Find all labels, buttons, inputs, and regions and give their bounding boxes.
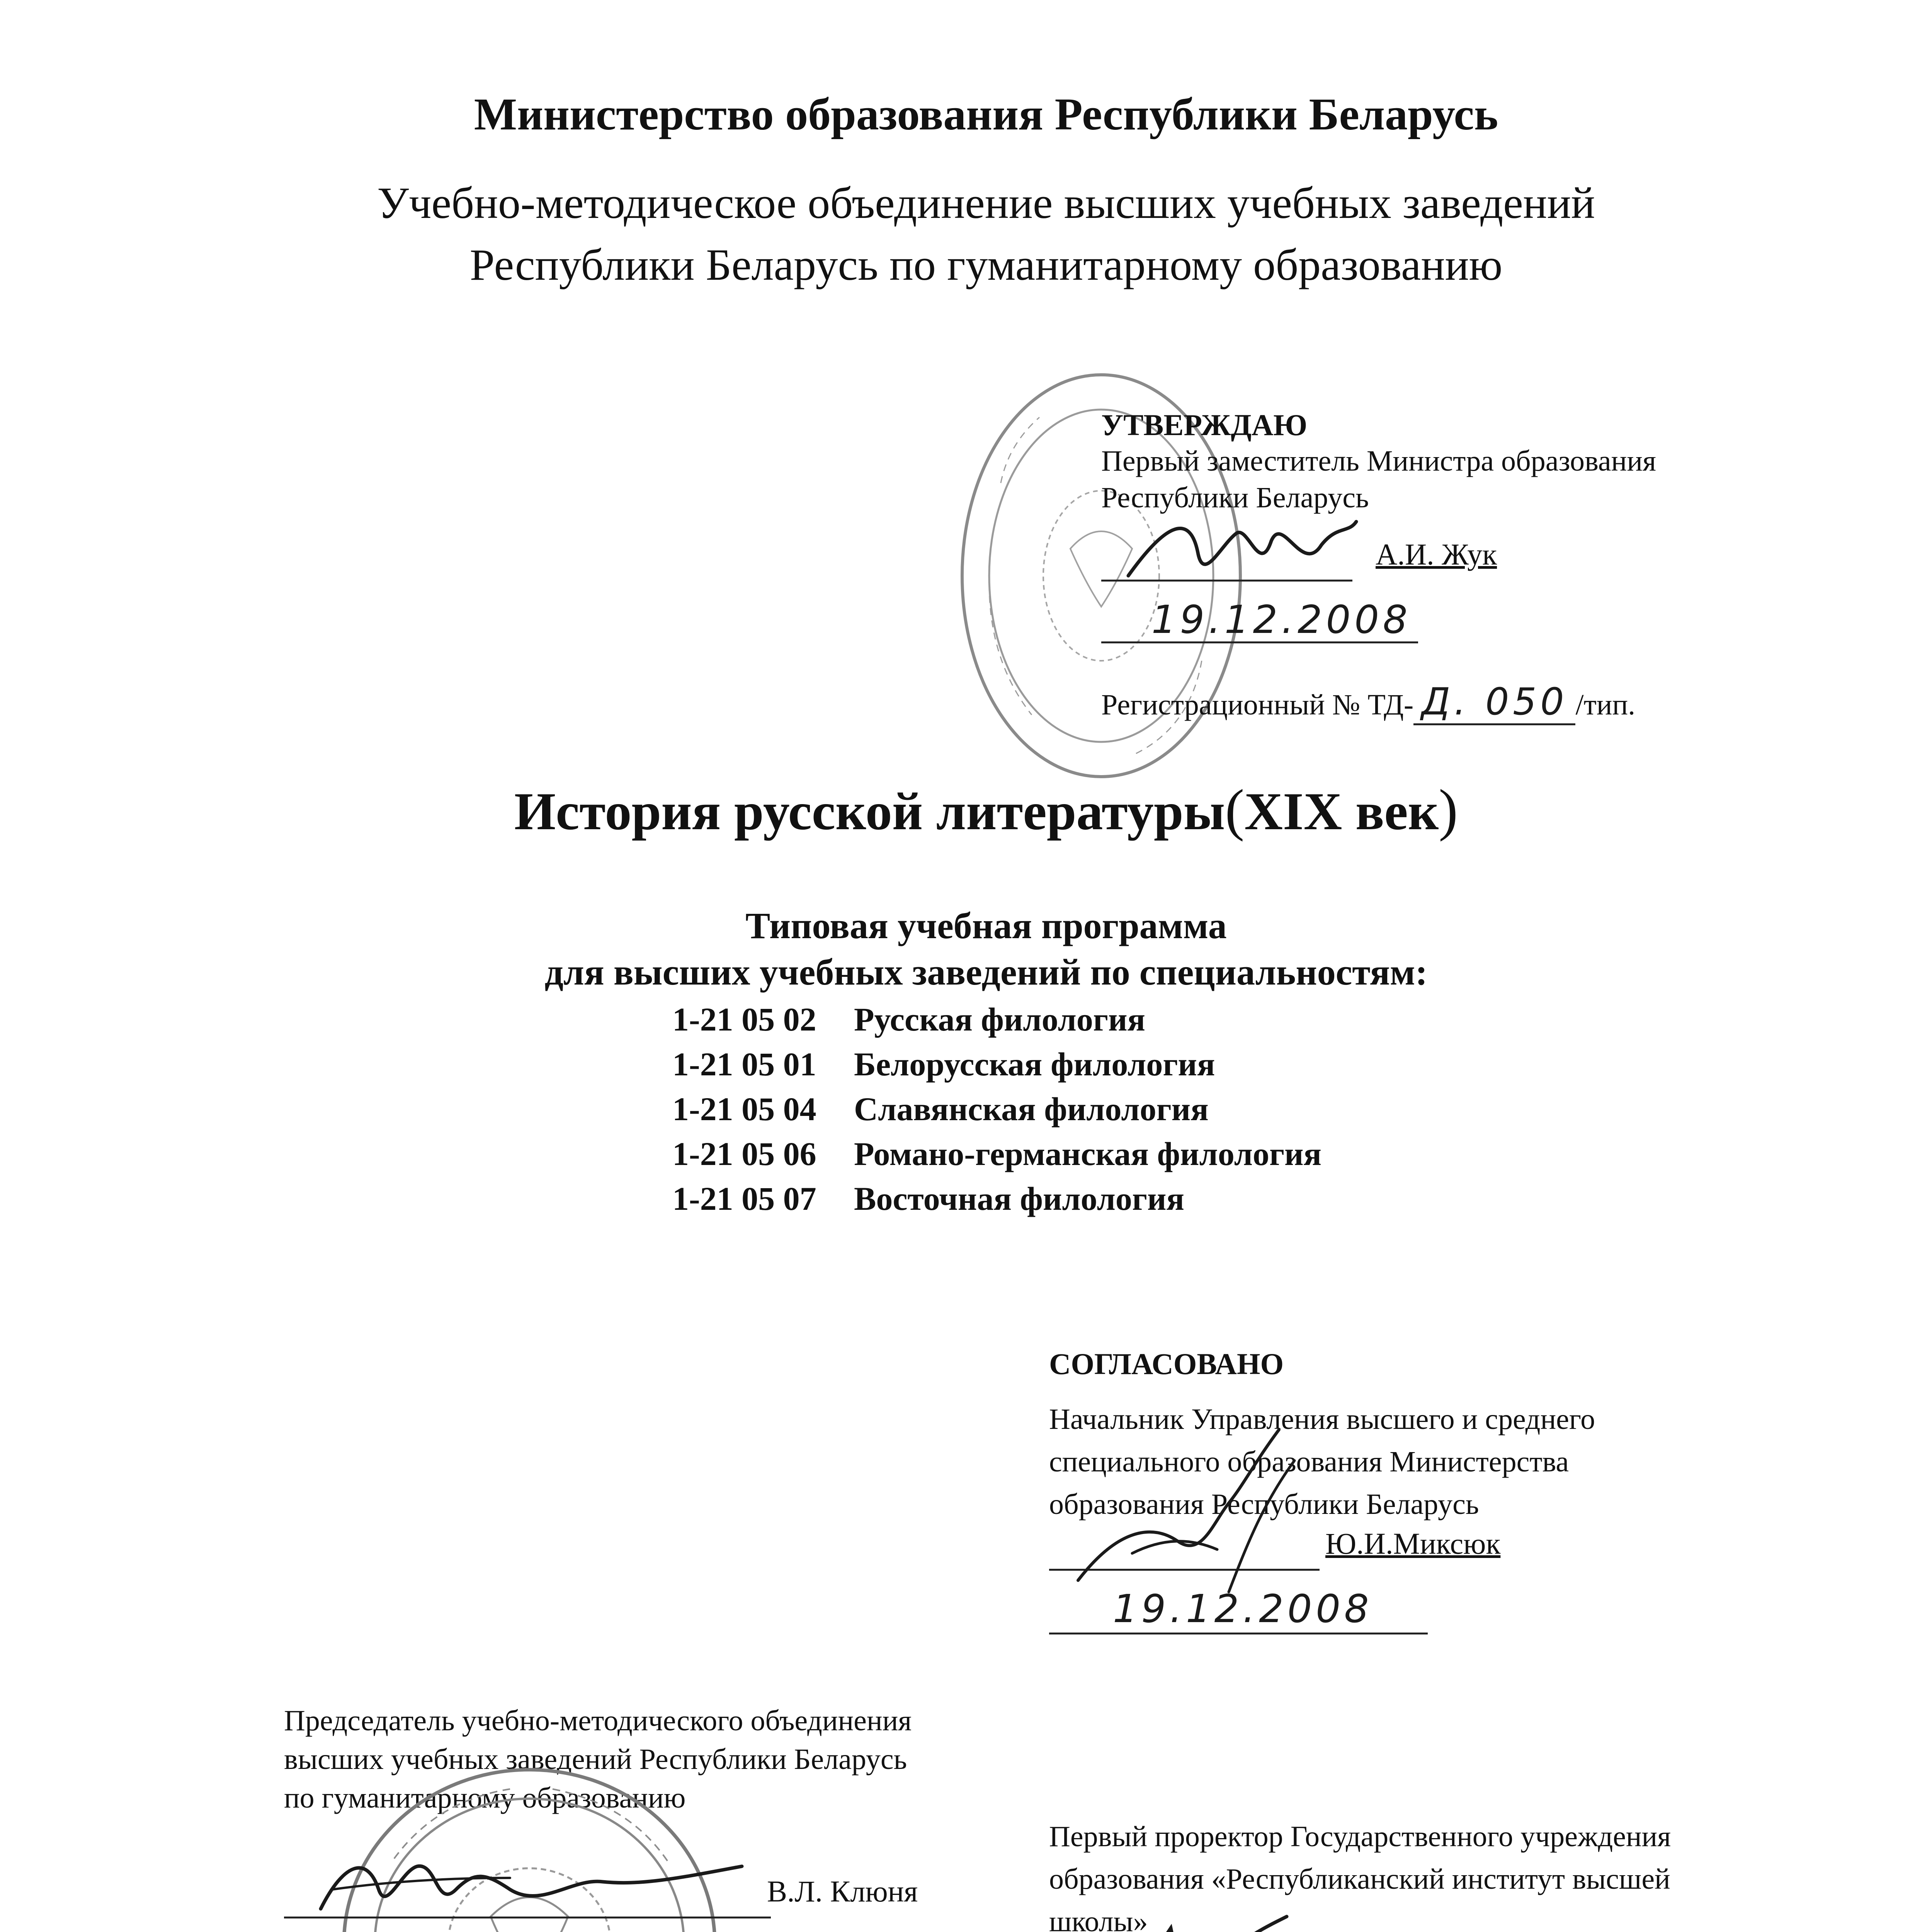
agreed-position-line-1: Начальник Управления высшего и среднего <box>1049 1403 1595 1435</box>
association-line-2: Республики Беларусь по гуманитарному образованию <box>469 240 1503 290</box>
title-main: История русской литературы <box>514 782 1225 841</box>
agreed-signature <box>1063 1414 1341 1615</box>
specialty-name: Русская филология <box>854 1001 1146 1038</box>
agreed-date-line <box>1049 1633 1428 1634</box>
document-title <box>0 777 1932 843</box>
subtitle-line-2: для высших учебных заведений по специальностям: <box>544 951 1428 993</box>
registration-prefix: Регистрационный № ТД- <box>1101 689 1414 721</box>
specialty-list <box>672 997 1321 1221</box>
prorector-signature <box>1101 1905 1302 1932</box>
specialty-item <box>672 1176 1321 1221</box>
title-bracket-close: ) <box>1439 778 1458 842</box>
agreed-heading: СОГЛАСОВАНО <box>1049 1347 1284 1381</box>
registration-label <box>1101 680 1635 723</box>
prorector-position-line-3: школы» <box>1049 1905 1148 1932</box>
prorector-position-line-2: образования «Республиканский институт высшей <box>1049 1863 1670 1895</box>
chairman-signature <box>309 1832 753 1932</box>
agreed-position-line-3: образования Республики Беларусь <box>1049 1488 1479 1520</box>
subtitle-line-1: Типовая учебная программа <box>745 905 1227 946</box>
approval-heading: УТВЕРЖДАЮ <box>1101 408 1308 442</box>
specialty-code: 1-21 05 07 <box>672 1180 816 1217</box>
agreed-signatory-name: Ю.И.Миксюк <box>1325 1527 1501 1560</box>
agreed-date: 19.12.2008 <box>1113 1586 1373 1631</box>
specialty-code: 1-21 05 06 <box>672 1135 816 1172</box>
approval-position-line-1: Первый заместитель Министра образования <box>1101 445 1656 477</box>
prorector-position-line-1: Первый проректор Государственного учреждения <box>1049 1820 1671 1853</box>
approval-date: 19.12.2008 <box>1151 597 1412 642</box>
specialty-name: Белорусская филология <box>854 1046 1215 1083</box>
specialty-item <box>672 997 1321 1042</box>
title-century: XIX век <box>1244 782 1439 841</box>
approval-position-line-2: Республики Беларусь <box>1101 481 1369 514</box>
chairman-position-line-2: высших учебных заведений Республики Беларусь <box>284 1743 907 1776</box>
specialty-name: Славянская филология <box>854 1090 1209 1128</box>
ministry-name: Министерство образования Республики Беларусь <box>474 89 1498 139</box>
specialty-code: 1-21 05 01 <box>672 1046 816 1083</box>
specialty-item <box>672 1042 1321 1087</box>
approval-signatory-name: А.И. Жук <box>1376 537 1497 571</box>
agreed-position-line-2: специального образования Министерства <box>1049 1446 1569 1478</box>
association-line-1: Учебно-методическое объединение высших учебных заведений <box>377 179 1595 228</box>
specialty-name: Восточная филология <box>854 1180 1185 1217</box>
title-bracket-open: ( <box>1225 778 1245 842</box>
specialty-item <box>672 1087 1321 1131</box>
chairman-signatory-name: В.Л. Клюня <box>767 1874 918 1908</box>
specialty-name: Романо-германская филология <box>854 1135 1322 1172</box>
registration-number: Д. 050 <box>1413 680 1575 725</box>
chairman-position-line-1: Председатель учебно-методического объединения <box>284 1704 912 1737</box>
approval-signature <box>1121 498 1360 599</box>
specialty-code: 1-21 05 04 <box>672 1090 816 1128</box>
registration-suffix: /тип. <box>1575 689 1636 721</box>
specialty-item <box>672 1131 1321 1176</box>
chairman-position-line-3: по гуманитарному образованию <box>284 1782 686 1814</box>
specialty-code: 1-21 05 02 <box>672 1001 816 1038</box>
